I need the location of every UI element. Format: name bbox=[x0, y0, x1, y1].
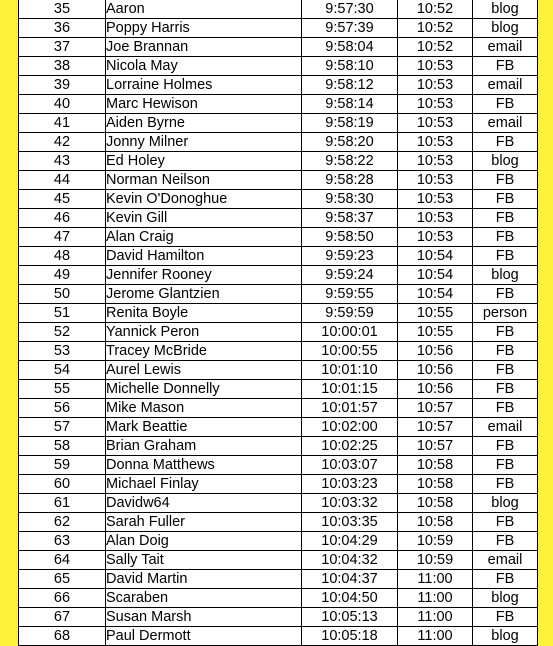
results-table-body bbox=[19, 0, 538, 646]
runner-name-cell[interactable]: Alan Doig bbox=[106, 532, 302, 551]
source-cell[interactable]: FB bbox=[473, 133, 538, 152]
table-row bbox=[19, 627, 538, 646]
position-cell[interactable]: 47 bbox=[19, 228, 106, 247]
finish-time-cell[interactable]: 10:04:37 bbox=[302, 570, 398, 589]
position-cell[interactable]: 56 bbox=[19, 399, 106, 418]
source-cell[interactable]: FB bbox=[473, 437, 538, 456]
runner-name-cell[interactable]: Sally Tait bbox=[106, 551, 302, 570]
pace-cell[interactable]: 10:52 bbox=[398, 0, 473, 19]
table-row bbox=[19, 418, 538, 437]
source-cell[interactable]: FB bbox=[473, 399, 538, 418]
pace-cell[interactable]: 11:00 bbox=[398, 608, 473, 627]
pace-cell[interactable]: 10:55 bbox=[398, 323, 473, 342]
source-cell[interactable]: FB bbox=[473, 456, 538, 475]
table-row bbox=[19, 570, 538, 589]
finish-time-cell[interactable]: 9:58:22 bbox=[302, 152, 398, 171]
table-row bbox=[19, 323, 538, 342]
finish-time-cell[interactable]: 10:05:18 bbox=[302, 627, 398, 646]
pace-cell[interactable]: 10:56 bbox=[398, 342, 473, 361]
source-cell[interactable]: FB bbox=[473, 608, 538, 627]
finish-time-cell[interactable]: 10:04:50 bbox=[302, 589, 398, 608]
position-cell[interactable]: 64 bbox=[19, 551, 106, 570]
table-row bbox=[19, 0, 538, 19]
pace-cell[interactable]: 10:54 bbox=[398, 247, 473, 266]
runner-name-cell[interactable]: Aiden Byrne bbox=[106, 114, 302, 133]
pace-cell[interactable]: 10:58 bbox=[398, 475, 473, 494]
runner-name-cell[interactable]: Scaraben bbox=[106, 589, 302, 608]
runner-name-cell[interactable]: Mike Mason bbox=[106, 399, 302, 418]
runner-name-cell[interactable]: Aurel Lewis bbox=[106, 361, 302, 380]
runner-name-cell[interactable]: Brian Graham bbox=[106, 437, 302, 456]
table-row bbox=[19, 513, 538, 532]
position-cell[interactable]: 35 bbox=[19, 0, 106, 19]
pace-cell[interactable]: 10:59 bbox=[398, 551, 473, 570]
position-cell[interactable]: 54 bbox=[19, 361, 106, 380]
source-cell[interactable]: email bbox=[473, 38, 538, 57]
runner-name-cell[interactable]: Kevin O'Donoghue bbox=[106, 190, 302, 209]
finish-time-cell[interactable]: 10:00:01 bbox=[302, 323, 398, 342]
finish-time-cell[interactable]: 10:01:57 bbox=[302, 399, 398, 418]
source-cell[interactable]: FB bbox=[473, 209, 538, 228]
runner-name-cell[interactable]: Aaron bbox=[106, 0, 302, 19]
finish-time-cell[interactable]: 9:59:59 bbox=[302, 304, 398, 323]
finish-time-cell[interactable]: 9:58:10 bbox=[302, 57, 398, 76]
table-row bbox=[19, 76, 538, 95]
position-cell[interactable]: 41 bbox=[19, 114, 106, 133]
table-row bbox=[19, 19, 538, 38]
position-cell[interactable]: 40 bbox=[19, 95, 106, 114]
table-row bbox=[19, 342, 538, 361]
position-cell[interactable]: 52 bbox=[19, 323, 106, 342]
source-cell[interactable]: email bbox=[473, 418, 538, 437]
runner-name-cell[interactable]: Renita Boyle bbox=[106, 304, 302, 323]
pace-cell[interactable]: 11:00 bbox=[398, 570, 473, 589]
table-row bbox=[19, 133, 538, 152]
finish-time-cell[interactable]: 9:57:39 bbox=[302, 19, 398, 38]
runner-name-cell[interactable]: Nicola May bbox=[106, 57, 302, 76]
runner-name-cell[interactable]: Kevin Gill bbox=[106, 209, 302, 228]
finish-time-cell[interactable]: 10:05:13 bbox=[302, 608, 398, 627]
table-row bbox=[19, 437, 538, 456]
source-cell[interactable]: FB bbox=[473, 532, 538, 551]
finish-time-cell[interactable]: 9:58:28 bbox=[302, 171, 398, 190]
source-cell[interactable]: FB bbox=[473, 570, 538, 589]
finish-time-cell[interactable]: 9:58:14 bbox=[302, 95, 398, 114]
position-cell[interactable]: 39 bbox=[19, 76, 106, 95]
runner-name-cell[interactable]: Poppy Harris bbox=[106, 19, 302, 38]
position-cell[interactable]: 44 bbox=[19, 171, 106, 190]
table-row bbox=[19, 190, 538, 209]
position-cell[interactable]: 57 bbox=[19, 418, 106, 437]
source-cell[interactable]: FB bbox=[473, 323, 538, 342]
finish-time-cell[interactable]: 10:03:07 bbox=[302, 456, 398, 475]
position-cell[interactable]: 43 bbox=[19, 152, 106, 171]
position-cell[interactable]: 38 bbox=[19, 57, 106, 76]
runner-name-cell[interactable]: Paul Dermott bbox=[106, 627, 302, 646]
pace-cell[interactable]: 10:57 bbox=[398, 437, 473, 456]
finish-time-cell[interactable]: 9:58:04 bbox=[302, 38, 398, 57]
pace-cell[interactable]: 10:56 bbox=[398, 380, 473, 399]
position-cell[interactable]: 36 bbox=[19, 19, 106, 38]
pace-cell[interactable]: 10:59 bbox=[398, 532, 473, 551]
table-row bbox=[19, 171, 538, 190]
position-cell[interactable]: 53 bbox=[19, 342, 106, 361]
source-cell[interactable]: FB bbox=[473, 57, 538, 76]
source-cell[interactable]: FB bbox=[473, 513, 538, 532]
source-cell[interactable]: FB bbox=[473, 380, 538, 399]
pace-cell[interactable]: 10:53 bbox=[398, 171, 473, 190]
position-cell[interactable]: 37 bbox=[19, 38, 106, 57]
table-row bbox=[19, 494, 538, 513]
position-cell[interactable]: 55 bbox=[19, 380, 106, 399]
source-cell[interactable]: blog bbox=[473, 152, 538, 171]
table-row bbox=[19, 57, 538, 76]
source-cell[interactable]: FB bbox=[473, 342, 538, 361]
source-cell[interactable]: email bbox=[473, 76, 538, 95]
table-row bbox=[19, 152, 538, 171]
table-row bbox=[19, 228, 538, 247]
runner-name-cell[interactable]: Joe Brannan bbox=[106, 38, 302, 57]
table-row bbox=[19, 589, 538, 608]
position-cell[interactable]: 67 bbox=[19, 608, 106, 627]
pace-cell[interactable]: 11:00 bbox=[398, 627, 473, 646]
pace-cell[interactable]: 10:53 bbox=[398, 152, 473, 171]
pace-cell[interactable]: 10:53 bbox=[398, 133, 473, 152]
runner-name-cell[interactable]: Tracey McBride bbox=[106, 342, 302, 361]
source-cell[interactable]: blog bbox=[473, 0, 538, 19]
pace-cell[interactable]: 10:54 bbox=[398, 285, 473, 304]
runner-name-cell[interactable]: Yannick Peron bbox=[106, 323, 302, 342]
table-row bbox=[19, 209, 538, 228]
source-cell[interactable]: FB bbox=[473, 361, 538, 380]
source-cell[interactable]: blog bbox=[473, 494, 538, 513]
runner-name-cell[interactable]: Ed Holey bbox=[106, 152, 302, 171]
finish-time-cell[interactable]: 10:03:35 bbox=[302, 513, 398, 532]
pace-cell[interactable]: 10:53 bbox=[398, 57, 473, 76]
runner-name-cell[interactable]: Jonny Milner bbox=[106, 133, 302, 152]
table-row bbox=[19, 114, 538, 133]
table-row bbox=[19, 551, 538, 570]
source-cell[interactable]: FB bbox=[473, 95, 538, 114]
pace-cell[interactable]: 10:56 bbox=[398, 361, 473, 380]
runner-name-cell[interactable]: Susan Marsh bbox=[106, 608, 302, 627]
pace-cell[interactable]: 10:57 bbox=[398, 399, 473, 418]
runner-name-cell[interactable]: Davidw64 bbox=[106, 494, 302, 513]
source-cell[interactable]: FB bbox=[473, 247, 538, 266]
table-row bbox=[19, 399, 538, 418]
pace-cell[interactable]: 10:55 bbox=[398, 304, 473, 323]
runner-name-cell[interactable]: Jerome Glantzien bbox=[106, 285, 302, 304]
finish-time-cell[interactable]: 9:57:30 bbox=[302, 0, 398, 19]
finish-time-cell[interactable]: 10:01:15 bbox=[302, 380, 398, 399]
source-cell[interactable]: FB bbox=[473, 285, 538, 304]
position-cell[interactable]: 59 bbox=[19, 456, 106, 475]
pace-cell[interactable]: 10:54 bbox=[398, 266, 473, 285]
position-cell[interactable]: 60 bbox=[19, 475, 106, 494]
finish-time-cell[interactable]: 10:03:32 bbox=[302, 494, 398, 513]
runner-name-cell[interactable]: Jennifer Rooney bbox=[106, 266, 302, 285]
table-row bbox=[19, 608, 538, 627]
results-table bbox=[18, 0, 538, 646]
finish-time-cell[interactable]: 9:59:24 bbox=[302, 266, 398, 285]
runner-name-cell[interactable]: Donna Matthews bbox=[106, 456, 302, 475]
runner-name-cell[interactable]: Sarah Fuller bbox=[106, 513, 302, 532]
position-cell[interactable]: 58 bbox=[19, 437, 106, 456]
source-cell[interactable]: blog bbox=[473, 627, 538, 646]
finish-time-cell[interactable]: 10:01:10 bbox=[302, 361, 398, 380]
pace-cell[interactable]: 10:53 bbox=[398, 76, 473, 95]
table-row bbox=[19, 532, 538, 551]
pace-cell[interactable]: 10:53 bbox=[398, 209, 473, 228]
position-cell[interactable]: 48 bbox=[19, 247, 106, 266]
pace-cell[interactable]: 10:53 bbox=[398, 190, 473, 209]
position-cell[interactable]: 61 bbox=[19, 494, 106, 513]
source-cell[interactable]: email bbox=[473, 551, 538, 570]
source-cell[interactable]: FB bbox=[473, 475, 538, 494]
table-row bbox=[19, 95, 538, 114]
position-cell[interactable]: 42 bbox=[19, 133, 106, 152]
position-cell[interactable]: 62 bbox=[19, 513, 106, 532]
source-cell[interactable]: FB bbox=[473, 190, 538, 209]
runner-name-cell[interactable]: Lorraine Holmes bbox=[106, 76, 302, 95]
position-cell[interactable]: 63 bbox=[19, 532, 106, 551]
table-row bbox=[19, 266, 538, 285]
pace-cell[interactable]: 11:00 bbox=[398, 589, 473, 608]
finish-time-cell[interactable]: 9:58:50 bbox=[302, 228, 398, 247]
source-cell[interactable]: email bbox=[473, 114, 538, 133]
finish-time-cell[interactable]: 9:58:30 bbox=[302, 190, 398, 209]
table-row bbox=[19, 285, 538, 304]
finish-time-cell[interactable]: 10:00:55 bbox=[302, 342, 398, 361]
table-row bbox=[19, 361, 538, 380]
finish-time-cell[interactable]: 10:02:00 bbox=[302, 418, 398, 437]
source-cell[interactable]: blog bbox=[473, 266, 538, 285]
position-cell[interactable]: 45 bbox=[19, 190, 106, 209]
position-cell[interactable]: 51 bbox=[19, 304, 106, 323]
finish-time-cell[interactable]: 10:02:25 bbox=[302, 437, 398, 456]
source-cell[interactable]: blog bbox=[473, 589, 538, 608]
table-row bbox=[19, 380, 538, 399]
table-row bbox=[19, 475, 538, 494]
position-cell[interactable]: 49 bbox=[19, 266, 106, 285]
runner-name-cell[interactable]: Alan Craig bbox=[106, 228, 302, 247]
finish-time-cell[interactable]: 9:58:37 bbox=[302, 209, 398, 228]
finish-time-cell[interactable]: 9:59:55 bbox=[302, 285, 398, 304]
pace-cell[interactable]: 10:52 bbox=[398, 19, 473, 38]
pace-cell[interactable]: 10:53 bbox=[398, 228, 473, 247]
runner-name-cell[interactable]: David Hamilton bbox=[106, 247, 302, 266]
runner-name-cell[interactable]: Michael Finlay bbox=[106, 475, 302, 494]
runner-name-cell[interactable]: Marc Hewison bbox=[106, 95, 302, 114]
finish-time-cell[interactable]: 9:59:23 bbox=[302, 247, 398, 266]
position-cell[interactable]: 50 bbox=[19, 285, 106, 304]
finish-time-cell[interactable]: 10:04:32 bbox=[302, 551, 398, 570]
runner-name-cell[interactable]: David Martin bbox=[106, 570, 302, 589]
runner-name-cell[interactable]: Michelle Donnelly bbox=[106, 380, 302, 399]
position-cell[interactable]: 68 bbox=[19, 627, 106, 646]
finish-time-cell[interactable]: 9:58:12 bbox=[302, 76, 398, 95]
pace-cell[interactable]: 10:58 bbox=[398, 494, 473, 513]
table-row bbox=[19, 38, 538, 57]
source-cell[interactable]: person bbox=[473, 304, 538, 323]
table-row bbox=[19, 247, 538, 266]
pace-cell[interactable]: 10:53 bbox=[398, 95, 473, 114]
source-cell[interactable]: FB bbox=[473, 228, 538, 247]
finish-time-cell[interactable]: 10:04:29 bbox=[302, 532, 398, 551]
runner-name-cell[interactable]: Mark Beattie bbox=[106, 418, 302, 437]
finish-time-cell[interactable]: 10:03:23 bbox=[302, 475, 398, 494]
table-row bbox=[19, 304, 538, 323]
pace-cell[interactable]: 10:58 bbox=[398, 513, 473, 532]
pace-cell[interactable]: 10:57 bbox=[398, 418, 473, 437]
table-row bbox=[19, 456, 538, 475]
finish-time-cell[interactable]: 9:58:20 bbox=[302, 133, 398, 152]
runner-name-cell[interactable]: Norman Neilson bbox=[106, 171, 302, 190]
position-cell[interactable]: 65 bbox=[19, 570, 106, 589]
pace-cell[interactable]: 10:58 bbox=[398, 456, 473, 475]
pace-cell[interactable]: 10:53 bbox=[398, 114, 473, 133]
position-cell[interactable]: 46 bbox=[19, 209, 106, 228]
position-cell[interactable]: 66 bbox=[19, 589, 106, 608]
pace-cell[interactable]: 10:52 bbox=[398, 38, 473, 57]
source-cell[interactable]: FB bbox=[473, 171, 538, 190]
source-cell[interactable]: blog bbox=[473, 19, 538, 38]
finish-time-cell[interactable]: 9:58:19 bbox=[302, 114, 398, 133]
